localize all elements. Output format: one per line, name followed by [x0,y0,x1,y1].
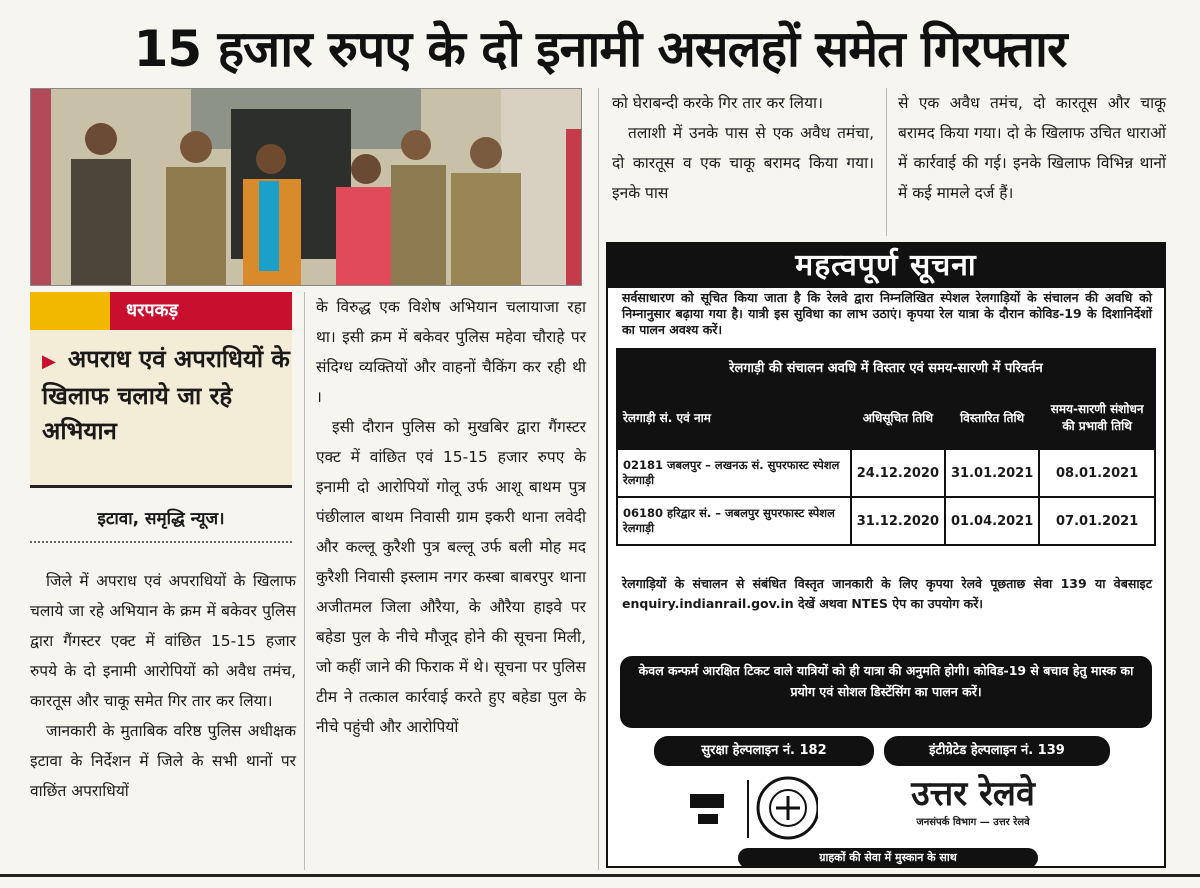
table-header: रेलगाड़ी सं. एवं नाम [617,385,851,449]
kicker-text [42,342,290,449]
table-row [617,449,1155,497]
headline: 15 हजार रुपए के दो इनामी असलहों समेत गिरफ्तार [133,20,1067,78]
security-helpline-pill: सुरक्षा हेल्पलाइन नं. 182 [654,736,874,766]
notice-highlight-box: केवल कन्फर्म आरक्षित टिकट वाले यात्रियों को ही यात्रा की अनुमति होगी। कोविड-19 से बचाव हेतु मास्क का प्रयोग एवं सोशल डिस्टेंसिंग का पालन करें। [620,656,1152,728]
notice-footer: ग्राहकों की सेवा में मुस्कान के साथ [738,848,1038,868]
article-paragraph: के विरुद्ध एक विशेष अभियान चलायाजा रहा था। इसी क्रम में बकेवर पुलिस महेवा चौराहे पर संदिग्ध व्यक्तियों और वाहनों चैकिंग कर रही थी । [316,298,586,406]
article-paragraph: जानकारी के मुताबिक वरिष्ठ पुलिस अधीक्षक इटावा के निर्देशन में जिले के सभी थानों पर वाछिंत अपराधियों [30,722,296,800]
kicker-tag-label: धरपकड़ [110,292,292,330]
photo-illustration [31,89,582,286]
article-paragraph: जिले में अपराध एवं अपराधियों के खिलाफ चलाये जा रहे अभियान के क्रम में बकेवर पुलिस द्वारा गैंगस्टर एक्ट में वांछित 15-15 हजार रुपये के दो इनामी आरोपियों को अवैध तमंच, कारतूस और चाकू समेत गिर तार कर लिया। [30,572,296,710]
table-header: समय-सारणी संशोधन की प्रभावी तिथि [1039,385,1155,449]
news-photo [30,88,582,286]
railway-subtext: जनसंपर्क विभाग — उत्तर रेलवे [916,817,1030,828]
notice-intro: सर्वसाधारण को सूचित किया जाता है कि रेलवे द्वारा निम्नलिखित स्पेशल रेलगाड़ियों के संचालन की अवधि को निम्नानुसार बढ़ाया गया है। यात्री इस सुविधा का लाभ उठाएं। कृपया रेल यात्रा के दौरान कोविड-19 के दिशानिर्देशों का पालन अवश्य करें। [622,290,1152,337]
article-column-4 [898,88,1166,208]
effective-date: 07.01.2021 [1039,497,1155,545]
kicker-tag [30,292,292,330]
kicker-box [30,292,292,488]
article-paragraph: इसी दौरान पुलिस को मुखबिर द्वारा गैंगस्टर एक्ट में वांछित एवं 15-15 हजार रुपए के इनामी दो आरोपियों गोलू उर्फ आशू बाथम पुत्र पंछीलाल बाथम निवासी ग्राम इकरी थाना लवेदी और कल्लू कुरैशी पुत्र बल्लू उर्फ बली मोह मद कुरैशी निवासी इस्लाम नगर कस्बा बाबरपुर थाना अजीतमल जिला औरैया, के औरैया हाइवे पर बहेडा पुल के नीचे मौजूद होने की सूचना मिली, जो कहीं जाने की फिराक में थे। सूचना पर पुलिस टीम ने तत्काल कार्रवाई करते हुए बहेडा पुल के नीचे पहुंची और आरोपियों [316,418,586,736]
column-divider [304,292,305,870]
table-header: अधिसूचित तिथि [851,385,945,449]
table-header: विस्तारित तिथि [945,385,1039,449]
notified-date: 24.12.2020 [851,449,945,497]
integrated-helpline-pill: इंटीग्रेटेड हेल्पलाइन नं. 139 [884,736,1110,766]
column-divider [598,88,599,870]
article-column-1 [30,566,296,806]
article-column-2 [316,292,586,742]
article-paragraph: तलाशी में उनके पास से एक अवैध तमंचा, दो कारतूस व एक चाकू बरामद किया गया। इनके पास [612,124,874,202]
page-bottom-rule [0,874,1200,877]
railway-notice [606,242,1166,868]
railway-name: उत्तर रेलवे [911,774,1035,814]
kicker-text-content: अपराध एवं अपराधियों के खिलाफ चलाये जा रहे अभियान [42,345,290,445]
train-name: 06180 हरिद्वार सं. – जबलपुर सुपरफास्ट स्पेशल रेलगाड़ी [617,497,851,545]
article-column-3 [612,88,874,208]
article-paragraph: को घेराबन्दी करके गिर तार कर लिया। [612,94,823,112]
notice-table [616,348,1156,546]
extended-date: 01.04.2021 [945,497,1039,545]
column-divider [886,88,887,236]
dateline: इटावा, समृद्धि न्यूज। [30,506,292,543]
triangle-icon: ▶ [42,351,56,372]
train-name: 02181 जबलपुर – लखनऊ सं. सुपरफास्ट स्पेशल रेलगाड़ी [617,449,851,497]
table-row [617,497,1155,545]
notice-paragraph: रेलगाड़ियों के संचालन से संबंधित विस्तृत जानकारी के लिए कृपया रेलवे पूछताछ सेवा 139 या वेबसाइट enquiry.indianrail.gov.in देखें अथवा NTES ऐप का उपयोग करें। [622,576,1152,611]
article-paragraph: से एक अवैध तमंच, दो कारतूस और चाकू बरामद किया गया। दो के खिलाफ उचित धाराओं में कार्रवाई की गई। इनके खिलाफ विभिन्न थानों में कई मामले दर्ज हैं। [898,94,1166,202]
effective-date: 08.01.2021 [1039,449,1155,497]
notified-date: 31.12.2020 [851,497,945,545]
extended-date: 31.01.2021 [945,449,1039,497]
railway-emblem-icon [678,774,818,844]
notice-title: महत्वपूर्ण सूचना [608,244,1164,288]
table-caption: रेलगाड़ी की संचालन अवधि में विस्तार एवं समय-सारणी में परिवर्तन [617,349,1155,385]
